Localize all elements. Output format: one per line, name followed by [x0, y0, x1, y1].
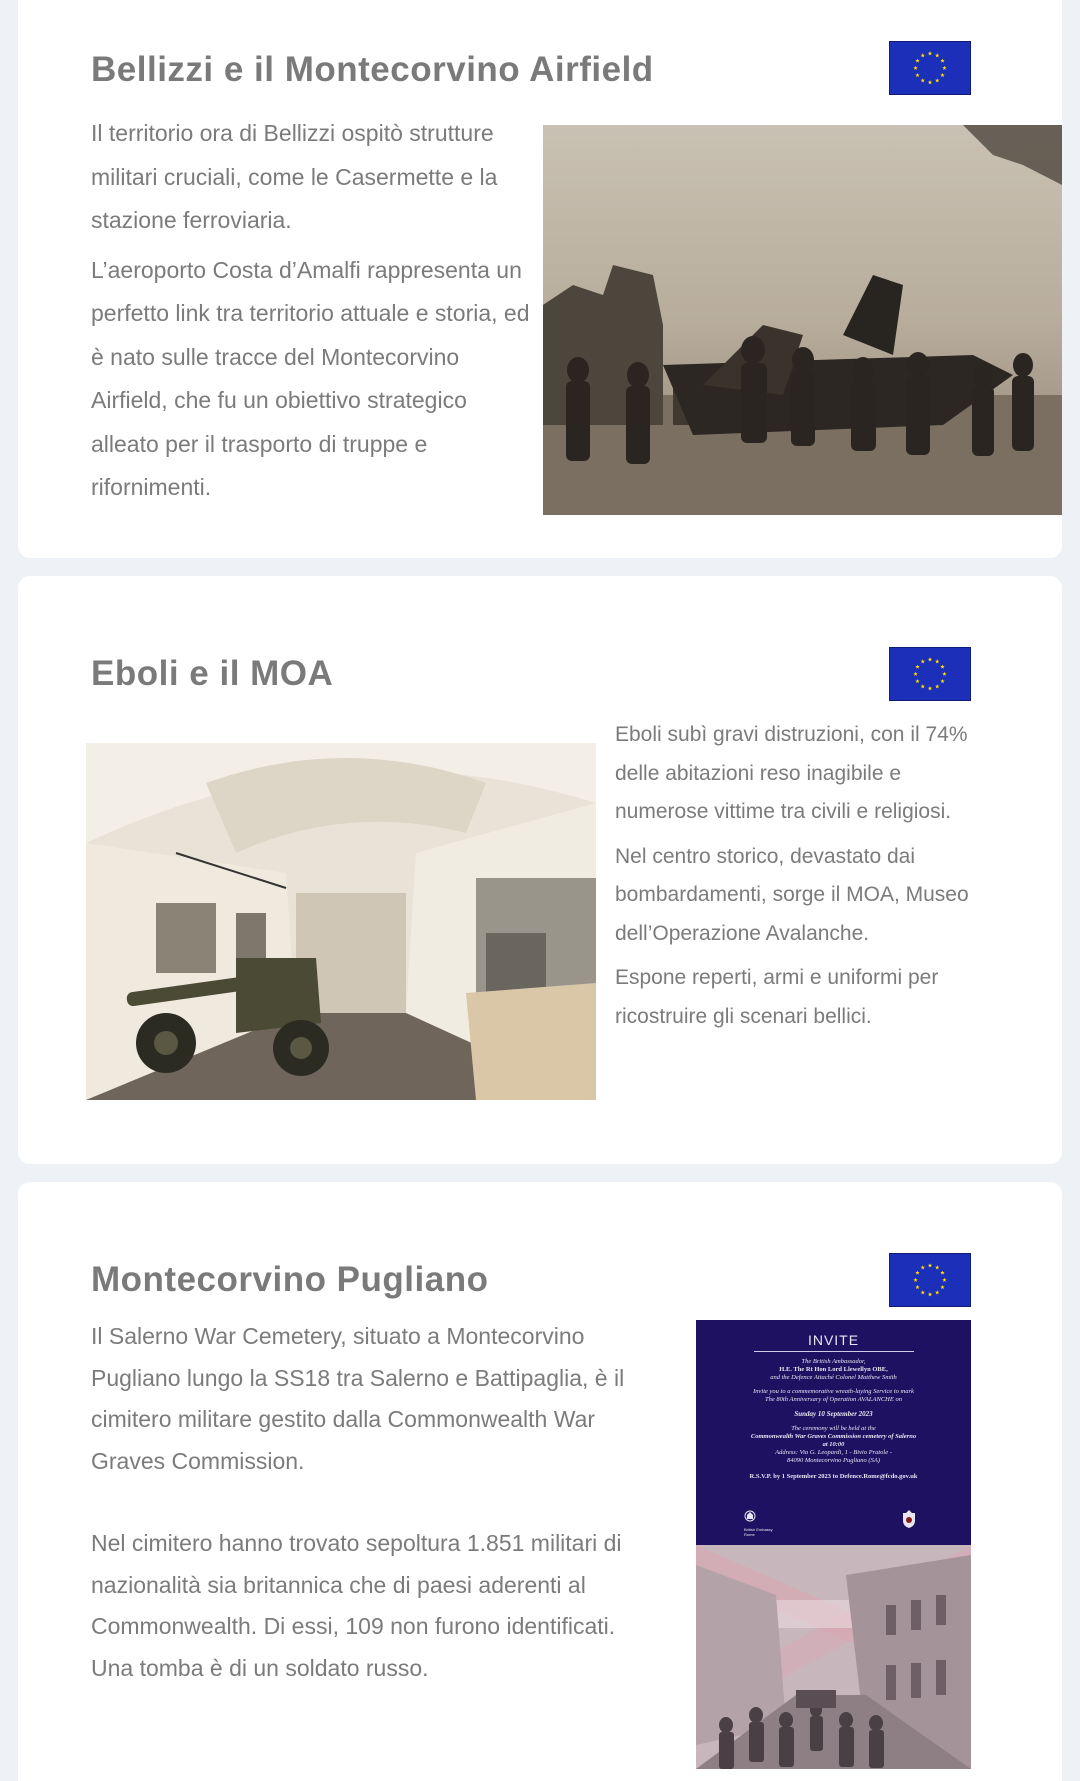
eu-star-icon: [921, 659, 925, 663]
eu-star-icon: [928, 80, 932, 84]
section-title: Bellizzi e il Montecorvino Airfield: [91, 50, 654, 89]
eu-star-icon: [928, 657, 932, 661]
section-card-bellizzi: [18, 0, 1062, 558]
eu-star-icon: [940, 1270, 944, 1274]
paragraph: L’aeroporto Costa d’Amalfi rappresenta un perfetto link tra territorio attuale e storia, ed è nato sulle tracce del Montecorvino Airfield, che fu un obiettivo strategico alleato per il trasporto di truppe e rifornimenti.: [91, 256, 530, 500]
invite-line: The British Ambassador,: [801, 1358, 866, 1365]
eu-star-icon: [940, 73, 944, 77]
invite-line: The ceremony will be held at the: [791, 1425, 876, 1432]
eu-flag-icon: [889, 1253, 971, 1307]
eu-star-icon: [915, 73, 919, 77]
eu-star-icon: [921, 1265, 925, 1269]
eu-star-icon: [915, 58, 919, 62]
invite-address: Address: Via G. Leopardi, 1 - Bivio Pratole -: [775, 1449, 892, 1456]
eu-star-icon: [935, 1265, 939, 1269]
eu-star-icon: [935, 659, 939, 663]
eu-star-icon: [921, 78, 925, 82]
invite-line: and the Defence Attaché Colonel Matthew Smith: [770, 1374, 897, 1381]
eu-star-icon: [921, 684, 925, 688]
section-card-eboli: [18, 576, 1062, 1164]
eu-star-icon: [915, 664, 919, 668]
eu-flag-icon: [889, 647, 971, 701]
invite-divider: [754, 1351, 914, 1352]
section-body: [91, 112, 531, 510]
eu-star-icon: [928, 1263, 932, 1267]
eu-star-icon: [913, 672, 917, 676]
eu-star-icon: [913, 1278, 917, 1282]
museum-photo: [86, 743, 596, 1100]
section-card-montecorvino: [18, 1182, 1062, 1781]
eu-flag-icon: [889, 41, 971, 95]
eu-star-icon: [928, 51, 932, 55]
invite-venue: Commonwealth War Graves Commission cemetery of Salerno: [750, 1433, 917, 1440]
paragraph: Espone reperti, armi e uniformi per ricostruire gli scenari bellici.: [615, 966, 939, 1028]
eu-star-icon: [940, 679, 944, 683]
paragraph: Nel cimitero hanno trovato sepoltura 1.851 militari di nazionalità sia britannica che di paesi aderenti al Commonwealth. Di essi, 109 non furono identificati. Una tomba è di un soldato russo.: [91, 1530, 622, 1681]
eu-star-icon: [921, 1290, 925, 1294]
invite-line: H.E. The Rt Hon Lord Llewellyn OBE,: [779, 1366, 888, 1373]
section-body: [91, 1316, 651, 1689]
paragraph: Nel centro storico, devastato dai bombardamenti, sorge il MOA, Museo dell’Operazione Avalanche.: [615, 844, 969, 945]
invite-line: The 80th Anniversary of Operation AVALANCHE on: [765, 1396, 902, 1403]
eu-star-icon: [940, 1285, 944, 1289]
invite-rsvp: R.S.V.P. by 1 September 2023 to Defence.Rome@fcdo.gov.uk: [749, 1473, 918, 1480]
eu-star-icon: [915, 1270, 919, 1274]
eu-star-icon: [935, 1290, 939, 1294]
invite-line: Invite you to a commemorative wreath-laying Service to mark: [753, 1388, 914, 1395]
eu-star-icon: [921, 53, 925, 57]
section-title: Eboli e il MOA: [91, 654, 334, 693]
eu-star-icon: [913, 66, 917, 70]
eu-star-icon: [942, 66, 946, 70]
eu-star-icon: [935, 684, 939, 688]
eu-star-icon: [942, 1278, 946, 1282]
eu-star-icon: [915, 1285, 919, 1289]
paragraph: Il Salerno War Cemetery, situato a Montecorvino Pugliano lungo la SS18 tra Salerno e Battipaglia, è il cimitero militare gestito dalla Commonwealth War Graves Commission.: [91, 1323, 625, 1474]
eu-star-icon: [928, 686, 932, 690]
section-title: Montecorvino Pugliano: [91, 1260, 489, 1299]
section-body: [615, 716, 975, 1036]
eu-star-icon: [915, 679, 919, 683]
british-embassy-logo: [744, 1509, 774, 1537]
eu-star-icon: [942, 672, 946, 676]
airfield-photo: [543, 125, 1062, 515]
defence-badge-icon: [902, 1510, 916, 1533]
marching-soldiers-photo: [696, 1545, 971, 1769]
embassy-logo-label: British Embassy Rome: [744, 1527, 773, 1537]
eu-star-icon: [935, 78, 939, 82]
invite-date: Sunday 10 September 2023: [794, 1410, 873, 1418]
invite-time: at 10:00: [822, 1441, 845, 1448]
paragraph: Eboli subì gravi distruzioni, con il 74% delle abitazioni reso inagibile e numerose vittime tra civili e religiosi.: [615, 723, 968, 823]
eu-star-icon: [940, 58, 944, 62]
invite-heading: INVITE: [807, 1332, 860, 1348]
invite-card: [696, 1320, 971, 1545]
invite-address: 84090 Montecorvino Pugliano (SA): [787, 1457, 880, 1464]
eu-star-icon: [940, 664, 944, 668]
royal-crest-icon: [744, 1510, 756, 1522]
eu-star-icon: [935, 53, 939, 57]
eu-star-icon: [928, 1292, 932, 1296]
paragraph: Il territorio ora di Bellizzi ospitò strutture militari cruciali, come le Casermette e la stazione ferroviaria.: [91, 120, 498, 233]
